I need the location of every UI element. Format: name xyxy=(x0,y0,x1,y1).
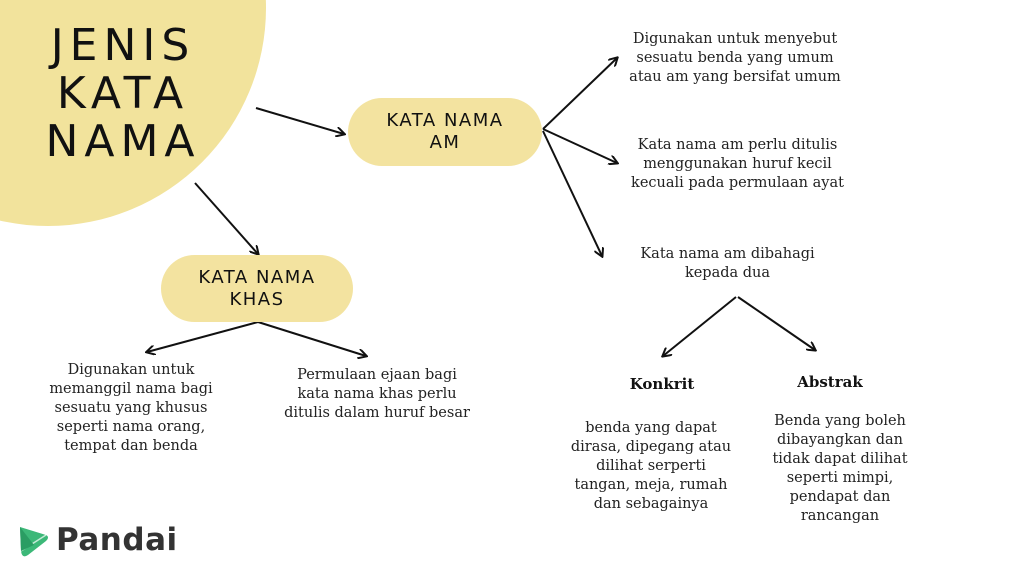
arrow-dua-to-abstrak xyxy=(738,297,815,350)
title-line: NAMA xyxy=(45,116,201,167)
title-line: KATA xyxy=(56,68,190,119)
arrow-am-to-point1 xyxy=(543,58,617,129)
konkrit-description: benda yang dapat dirasa, dipegang atau dilihat serperti tangan, meja, rumah dan sebagainya xyxy=(570,420,732,512)
arrow-dua-to-konkrit xyxy=(663,297,736,356)
node-kata-nama-khas xyxy=(161,255,353,322)
arrow-am-to-point2 xyxy=(543,129,617,163)
node-label: KATA NAMA xyxy=(386,110,504,131)
pandai-leaf-icon xyxy=(16,521,52,559)
arrow-khas-to-point1 xyxy=(147,322,258,352)
arrow-title-to-khas xyxy=(195,183,258,254)
khas-point-1: Digunakan untuk memanggil nama bagi sesuatu yang khusus seperti nama orang, tempat dan benda xyxy=(49,362,213,454)
node-label: KHAS xyxy=(229,288,285,310)
node-kata-nama-am xyxy=(348,98,542,166)
am-point-2: Kata nama am perlu ditulis menggunakan huruf kecil kecuali pada permulaan ayat xyxy=(631,137,844,191)
khas-point-2: Permulaan ejaan bagi kata nama khas perlu ditulis dalam huruf besar xyxy=(284,367,470,421)
arrow-khas-to-point2 xyxy=(258,322,366,356)
arrow-title-to-am xyxy=(256,108,344,134)
am-point-3: Kata nama am dibahagi kepada dua xyxy=(640,246,815,281)
node-label: KATA NAMA xyxy=(198,266,316,288)
abstrak-description: Benda yang boleh dibayangkan dan tidak dapat dilihat seperti mimpi, pendapat dan rancangan xyxy=(772,413,908,524)
title-line: JENIS xyxy=(50,20,196,71)
category-konkrit-label: Konkrit xyxy=(629,375,695,393)
am-point-1: Digunakan untuk menyebut sesuatu benda yang umum atau am yang bersifat umum xyxy=(629,31,841,85)
pandai-logo xyxy=(16,520,178,560)
arrow-am-to-point3 xyxy=(543,131,602,256)
node-label: AM xyxy=(429,132,461,153)
category-abstrak-label: Abstrak xyxy=(797,373,863,391)
pandai-wordmark: Pandai xyxy=(56,522,178,558)
